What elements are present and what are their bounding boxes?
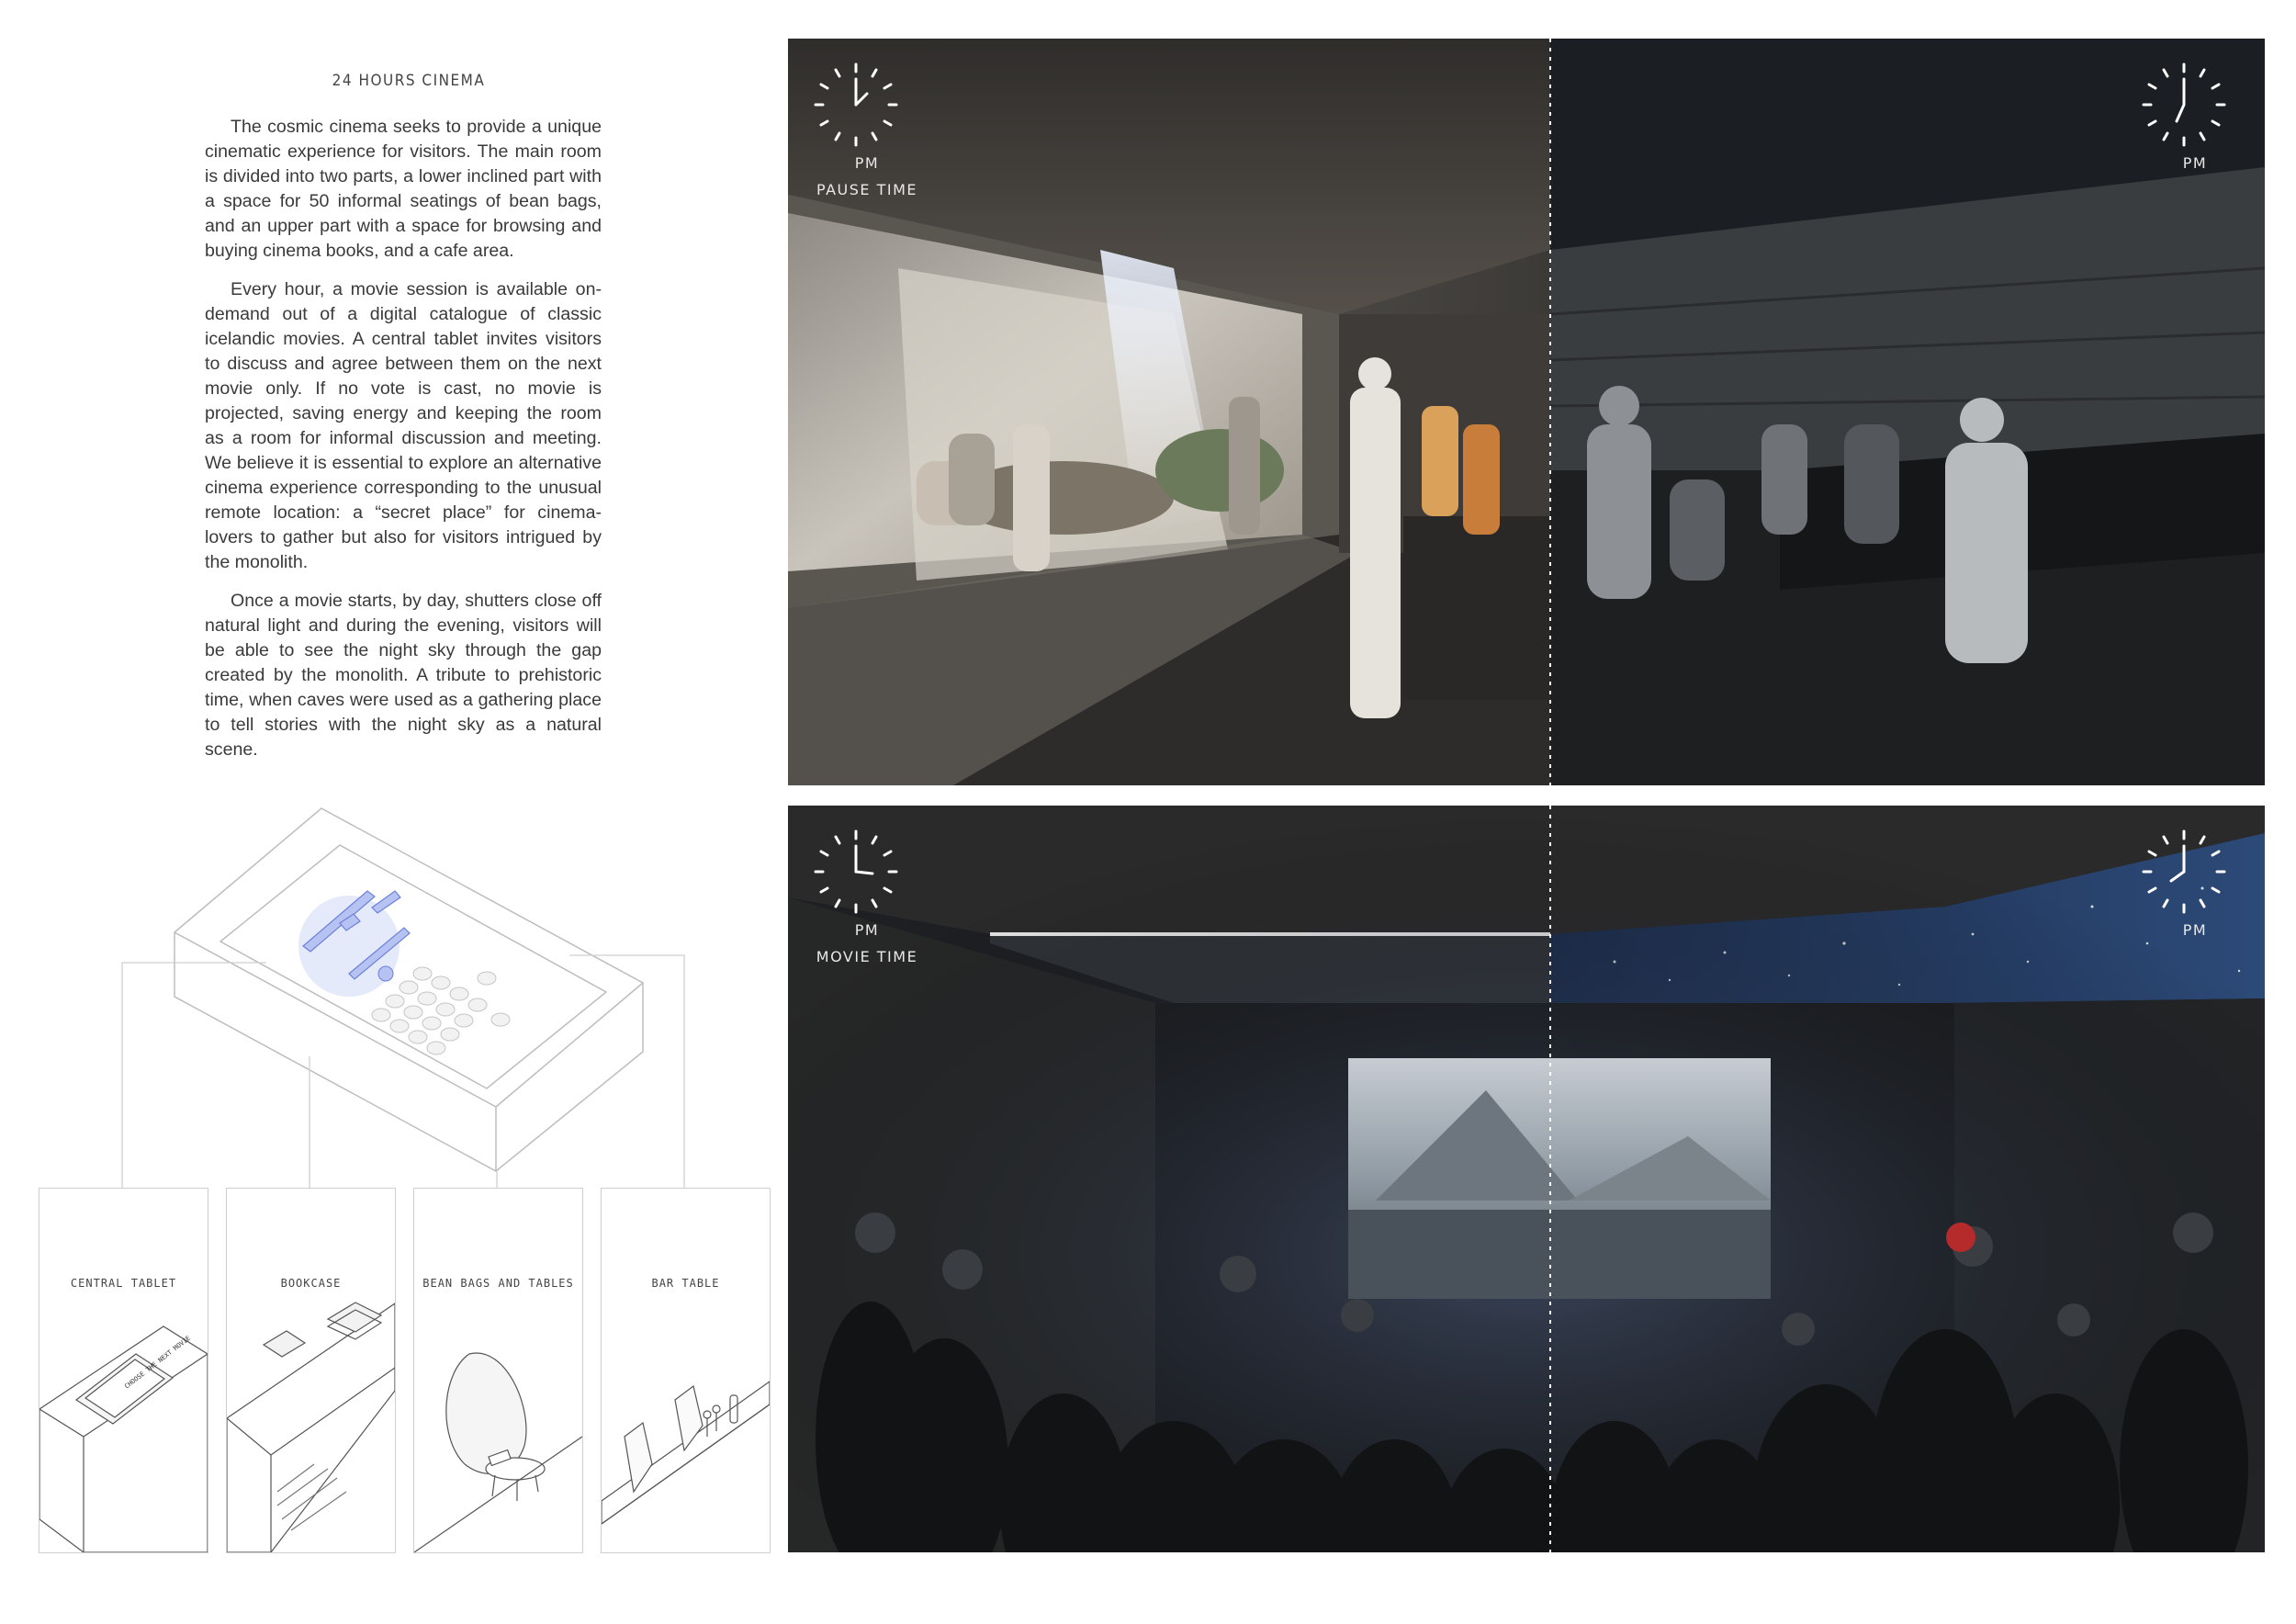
movie-time-scene — [788, 806, 2265, 1552]
page-title: 24 HOURS CINEMA — [332, 72, 486, 90]
card-bar-table — [601, 1188, 771, 1553]
clock-movie-right — [2140, 828, 2250, 939]
card-bean-bags-tables — [413, 1188, 583, 1553]
clock-icon — [812, 61, 900, 149]
clock-caption: MOVIE TIME — [816, 948, 918, 965]
movie-time-render — [788, 806, 2265, 1552]
clock-icon — [2140, 828, 2228, 916]
clock-pause-right — [2140, 61, 2250, 172]
paragraph-2: Every hour, a movie session is available on-demand out of a digital catalogue of classic icelandic movies. A central tablet invites visitors to discuss and agree between them on the next movie only. If no vote is cast, no movie is projected, saving energy and keeping the room as a room for informal discussion and meeting. We believe it is essential to explore an alternative cinema experience corresponding to the unusual remote location: a “secret place” for cinema-lovers to gather but also for visitors intrigued by the monolith. — [205, 279, 602, 572]
clock-icon — [2140, 61, 2228, 149]
bar-table-icon — [602, 1189, 770, 1552]
card-label: BAR TABLE — [651, 1277, 720, 1290]
clock-movie-left — [812, 828, 922, 965]
bookcase-icon — [227, 1189, 395, 1552]
card-bookcase — [226, 1188, 396, 1553]
clock-period: PM — [2182, 921, 2208, 939]
tablet-icon — [39, 1189, 208, 1552]
card-label: BEAN BAGS AND TABLES — [422, 1277, 574, 1290]
pause-time-render — [788, 39, 2265, 785]
axonometric-diagram — [165, 799, 680, 1176]
clock-period: PM — [854, 921, 880, 939]
card-label: CENTRAL TABLET — [70, 1277, 177, 1290]
card-label: BOOKCASE — [280, 1277, 342, 1290]
paragraph-1: The cosmic cinema seeks to provide a unique cinematic experience for visitors. The main room is divided into two parts, a lower inclined part with a space for 50 informal seatings of bean bags, and an upper part with a space for browsing and buying cinema books, and a cafe area. — [205, 117, 602, 261]
paragraph-3: Once a movie starts, by day, shutters close off natural light and during the evening, visitors will be able to see the night sky through the gap created by the monolith. A tribute to prehistoric time, when caves were used as a gathering place to tell stories with the night sky as a natural scene. — [205, 591, 602, 760]
clock-icon — [812, 828, 900, 916]
description-text — [205, 115, 602, 776]
clock-pause-left — [812, 61, 922, 198]
bean-bag-icon — [414, 1189, 582, 1552]
clock-period: PM — [2182, 154, 2208, 172]
clock-caption: PAUSE TIME — [816, 181, 918, 198]
clock-period: PM — [854, 154, 880, 172]
card-central-tablet — [39, 1188, 208, 1553]
tablet-screen-text: CHOOSE THE NEXT MOVIE — [123, 1334, 192, 1391]
pause-time-scene — [788, 39, 2265, 785]
